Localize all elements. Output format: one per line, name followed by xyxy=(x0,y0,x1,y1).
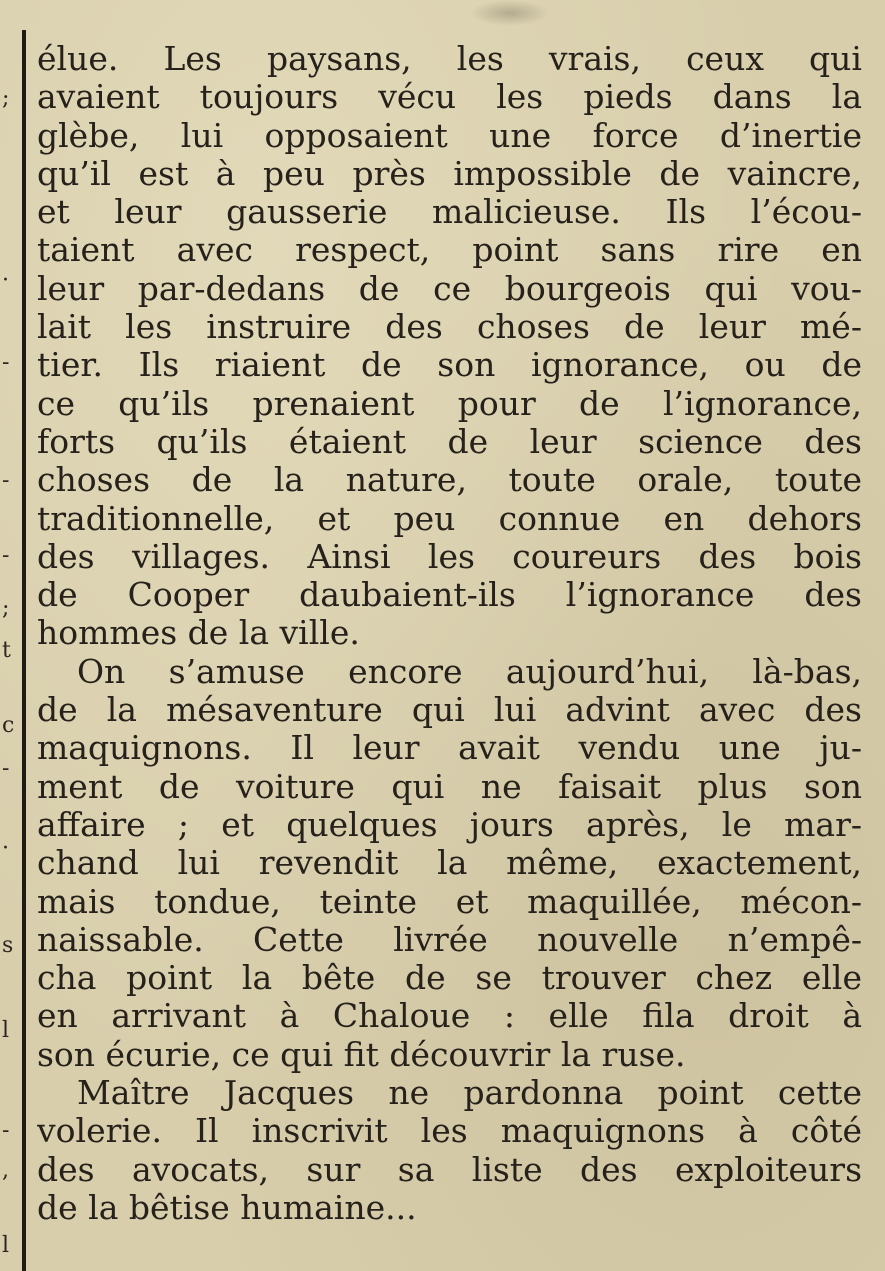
text-line: qu’il est à peu près impossible de vaincre, xyxy=(37,154,862,193)
text-line: maquignons. Il leur avait vendu une ju- xyxy=(37,729,862,768)
article-column xyxy=(37,40,862,1227)
text-line: en arrivant à Chaloue : elle fila droit à xyxy=(37,997,862,1036)
paragraph-start-line: On s’amuse encore aujourd’hui, là-bas, xyxy=(77,652,862,691)
text-line: avaient toujours vécu les pieds dans la xyxy=(37,78,862,117)
margin-fragment: ; xyxy=(2,596,10,621)
text-line: taient avec respect, point sans rire en xyxy=(37,231,862,270)
text-line: de la mésaventure qui lui advint avec des xyxy=(37,691,862,730)
paragraph-start-line: Maître Jacques ne pardonna point cette xyxy=(77,1074,862,1113)
margin-fragment: t xyxy=(2,638,11,663)
margin-fragment: - xyxy=(2,756,10,781)
text-line: ce qu’ils prenaient pour de l’ignorance, xyxy=(37,384,862,423)
text-line: mais tondue, teinte et maquillée, mécon- xyxy=(37,882,862,921)
adjacent-column-fragments xyxy=(0,0,22,1271)
text-line: lait les instruire des choses de leur mé- xyxy=(37,308,862,347)
text-line: choses de la nature, toute orale, toute xyxy=(37,461,862,500)
margin-fragment: l xyxy=(2,1233,10,1258)
text-line: de Cooper daubaient-ils l’ignorance des xyxy=(37,576,862,615)
margin-fragment: c xyxy=(2,713,15,738)
column-rule xyxy=(22,30,26,1271)
text-line: et leur gausserie malicieuse. Ils l’écou- xyxy=(37,193,862,232)
text-line: élue. Les paysans, les vrais, ceux qui xyxy=(37,40,862,78)
text-line: cha point la bête de se trouver chez elle xyxy=(37,959,862,998)
margin-fragment: - xyxy=(2,350,10,375)
margin-fragment: - xyxy=(2,1118,10,1143)
text-line: des villages. Ainsi les coureurs des bois xyxy=(37,537,862,576)
text-line: volerie. Il inscrivit les maquignons à côté xyxy=(37,1112,862,1151)
text-line: affaire ; et quelques jours après, le mar- xyxy=(37,805,862,844)
margin-fragment: , xyxy=(2,1158,9,1183)
margin-fragment: - xyxy=(2,468,10,493)
margin-fragment: - xyxy=(2,543,10,568)
text-line: forts qu’ils étaient de leur science des xyxy=(37,422,862,461)
text-line: ment de voiture qui ne faisait plus son xyxy=(37,767,862,806)
text-line: chand lui revendit la même, exactement, xyxy=(37,844,862,883)
margin-fragment: ; xyxy=(2,86,10,111)
margin-fragment: · xyxy=(2,836,9,861)
text-line: glèbe, lui opposaient une force d’inertie xyxy=(37,116,862,155)
margin-fragment: s xyxy=(2,933,14,958)
paragraph-end-line: hommes de la ville. xyxy=(37,614,360,653)
paragraph-end-line: de la bêtise humaine... xyxy=(37,1188,417,1227)
paragraph-end-line: son écurie, ce qui fit découvrir la ruse. xyxy=(37,1035,686,1074)
ink-smudge xyxy=(470,0,550,26)
text-line: tier. Ils riaient de son ignorance, ou de xyxy=(37,346,862,385)
text-line: traditionnelle, et peu connue en dehors xyxy=(37,499,862,538)
text-line: des avocats, sur sa liste des exploiteurs xyxy=(37,1150,862,1189)
text-line: naissable. Cette livrée nouvelle n’empê- xyxy=(37,920,862,959)
margin-fragment: · xyxy=(2,268,9,293)
margin-fragment: l xyxy=(2,1018,10,1043)
text-line: leur par-dedans de ce bourgeois qui vou- xyxy=(37,269,862,308)
